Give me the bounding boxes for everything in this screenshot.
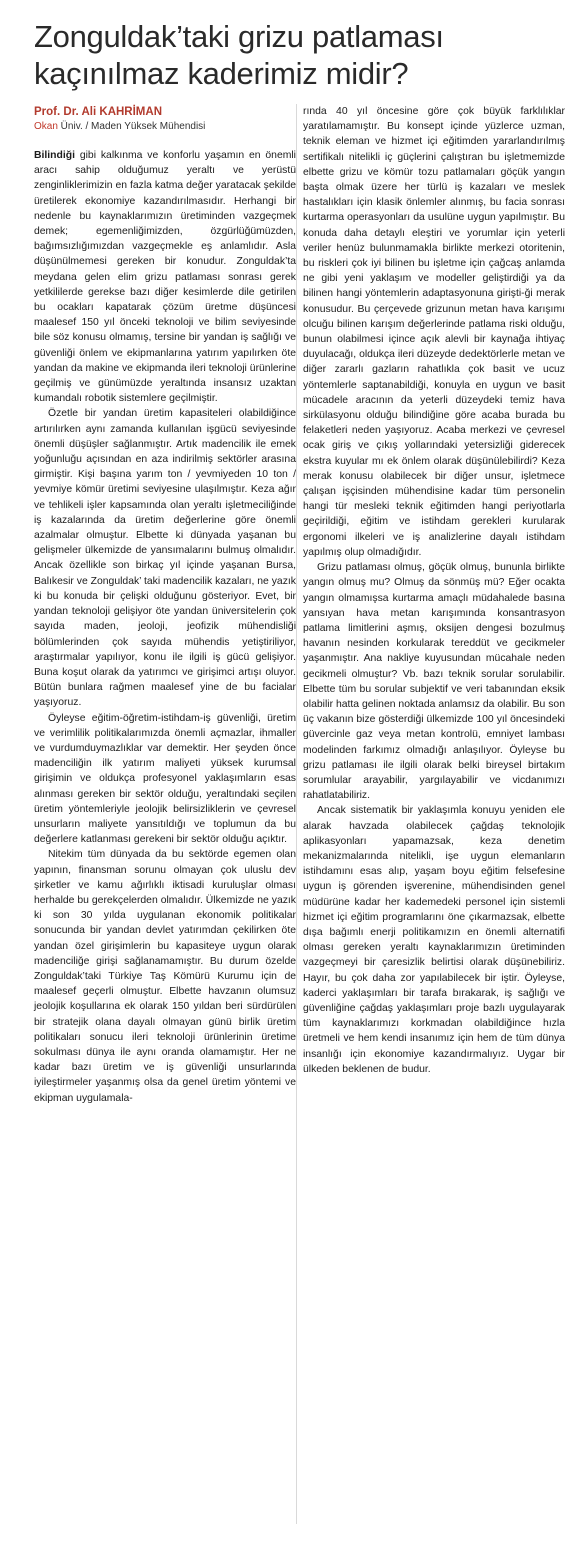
paragraph-text: gibi kalkınma ve konforlu yaşamın en önemli aracı sahip olduğumuz yeraltı ve yerüstü zenginliklerimizin en fazla katma değer yaratacak şekilde üretilerek ekonomiye kazandırılmasıdır. Herhangi bir nedenle bu kaynaklarımızın üretiminden vazgeçmek demek; egemenliğimizden, özgürlüğümüzden, bağımsızlığımızdan vazgeçmekle eş anlamlıdır. Asla düşünülmemesi gereken bir konudur. Zonguldak’ta meydana gelen elim grizu patlaması sonrası gerek yetkililerde gerekse bazı diğer kesimlerde dile getirilen bu ocakları kapatarak çözüm üretme düşüncesi maalesef 150 yıl önceki teknoloji ve bilim seviyesinde bile söz konusu olmamış, tersine bir yandan iş sağlığı ve güvenliği önlem ve ekipmanlarına yatırım yapılırken öte yandan da makine ve ekipmanda ileri teknoloji ürünlerine geçilmiş ve günümüzde yeraltında insansız uzaktan kumandalı robotik sistemlere geçilmiştir. [34, 150, 296, 405]
article-paragraph: Grizu patlaması olmuş, göçük olmuş, bununla birlikte yangın olmuş mu? Olmuş da sönmüş mü? Eğer ocakta yangın olmamışsa kurtarma amaçlı müdahalede basına yansıyan hava metan karışımında konsantrasyon patlama limitlerini aşmış, oksijen dengesi bozulmuş havanın nesinden korkularak tereddüt ve gecikmeler yaşanmıştır. Ana nakliye kuyusundan mücahale neden gecikmeli olmuştur? Vb. bazı teknik sorular sorulabilir. Elbette tüm bu sorular subjektif ve veri tabanından eksik olabilir hatta gelinen noktada anlamsız da olabilir. Bu son üç vakanın bize gösterdiği ülkemizde 100 yıl öncesindeki güvercinle gaz veya metan kontrolü, emniyet lambası modelinden farkımız olmadığı anlaşılıyor. Öyleyse bu grizu patlaması ile ilgili olarak belki bireysel birtakım sorumlular arayabilir, yargılayabilir ve vicdanımızı rahatlatabiliriz. [303, 562, 565, 802]
author-name: Prof. Dr. Ali KAHRİMAN [34, 106, 162, 118]
lead-word: Bilindiği [34, 150, 75, 161]
affiliation-brand: Okan [34, 121, 58, 132]
article-paragraph [34, 148, 296, 406]
article-headline [34, 18, 554, 92]
column-divider [296, 104, 297, 1524]
author-affiliation [34, 121, 205, 132]
article-column-left [34, 148, 296, 1106]
headline-line-1: Zonguldak’taki grizu patlaması [34, 19, 444, 54]
article-paragraph: Özetle bir yandan üretim kapasiteleri olabildiğince artırılırken aynı zamanda kullanılan işgücü seviyesinde önemli düşüşler sağlanmıştır. Artık madencilik ile emek yoğunluğu açısından en aza indirilmiş sektörler arasına girmiştir. Kişi başına yarım ton / yevmiyeden 10 ton / yevmiye kömür üretimi seviyesine ulaşılmıştır. Keza ağır ve tehlikeli işler kapsamında olan yeraltı işletmeciliğinde iş kazalarında da üretim değerlerine göre önemli azalmalar olmuştur. Elbette ki dünyada yaşanan bu gelişmeler ülkemizde de yansımalarını bulmuş olmalıdır. Ancak özellikle son birkaç yıl içinde yaşanan Bursa, Balıkesir ve Zonguldak’ taki madencilik kazaları, ne yazık ki bu konuda bir çelişki olduğunu gösteriyor. Evet, bir yandan teknoloji gelişiyor öte yandan üniversitelerin çok sayıda maden, jeoloji, jeofizik mühendisliği bölümlerinden çok sayıda mühendis yetiştiriliyor, araştırmalar yapılıyor, konu ile ilgili iş gücü gelişiyor. Buna koşut olarak da yatırımcı ve girişimci artışı oluyor. Bütün bunlara rağmen maalesef yine de bu facialar yaşıyoruz. [34, 408, 296, 709]
affiliation-rest: Üniv. / Maden Yüksek Mühendisi [57, 121, 206, 132]
article-paragraph: rında 40 yıl öncesine göre çok büyük farklılıklar yaratılamamıştır. Bu konsept içinde yüzlerce uzman, teknik eleman ve hizmet içi eğitimden yararlandırılmış sertifikalı nitelikli iç güçlerini çalıştıran bu işletmemizde elbette grizu ve kömür tozu patlamaları göçük yangın başta olmak üzere her türlü iş kazaları ve meslek hastalıkları için klasik önlemler alınmış, bu facia sonrası kurtarma operasyonları da usulüne uygun yapılmıştır. Bu konuda daha detaylı eleştiri ve yorumlar için yeterli veriler henüz bulunmamakla birlikte merkezi otoritenin, bu riskleri çok iyi bilinen bu işletme için çağcaş anlamda ne gibi yeni yaklaşım ve modeller geliştirdiği ya da bilinen hangi yöntemlerin adaptasyonuna girişti-ği merak konusudur. Bu çerçevede grizunun metan hava karışımı olcuğu bilinen karışım değerlerinde patlama riski olduğu, bunun olabilmesi içince açık alevli bir kaynağa ihtiyaç duyulacağı, oldukça ileri düzeyde dedektörlerle metan ve diğer zararlı gazların rahatlıkla çok basit ve ucuz yöntemlerle saptanabildiği, konuyla en uygun ve basit mücadele aracının da yeterli düzeydeki temiz hava sirkülasyonu olduğu bilindiğine göre acaba burada bu felaketleri neden yaşıyoruz. Acaba merkezi ve çevresel ocak giriş ve çıkış yollarındaki yetersizliği giderecek ekstra kuyular mı ek önlem olarak düşünülebilirdi? Keza merak konusu olabilecek bir diğer unsur, işletmece çalışan işçisinden mühendisine kadar tüm personelin hangi tür mesleki teknik eğitimden hangi periyotlarla geçirildiği, eğitim ve istihdam gerekleri kurularak ergonomi ilkeleri ve iş analizlerine dayalı istihdam yapılmış olup olmadığıdır. [303, 106, 565, 558]
article-column-right [303, 104, 565, 1077]
headline-line-2: kaçınılmaz kaderimiz midir? [34, 56, 409, 91]
article-paragraph: Ancak sistematik bir yaklaşımla konuyu yeniden ele alarak havzada olabilecek çağdaş teknolojik aplikasyonları yapamazsak, keza denetim mekanizmalarında nitelikli, işe uygun elemanların istihdamını esas alıp, yaşam boyu eğitim felsefesine uygun iş görenden işverenine, mühendisinden genel müdürüne kadar her kademedeki personel için sistemli hizmet içi eğitim programlarını öne çıkarmazsak, elbette dışa bağımlı enerji politikamızın en önemli alternatifi olması gereken yeraltı kaynaklarımızın üretiminden vazgeçmeyi bir çaresizlik belirtisi olarak düşünebiliriz. Hayır, bu çok daha zor yapılabilecek bir iştir. Öyleyse, kaderci yaklaşımları bir tarafa bırakarak, iş sağlığı ve güvenliğine çağdaş yaklaşımları proje bazlı uygulayarak tüm kaynaklarımızı korkmadan olabildiğince hızla üretmeli ve hem kendi insanımız için hem de tüm dünya insanlığı için ekonomiye kazandırmalıyız. Uygar bir ülkeden beklenen de budur. [303, 805, 565, 1075]
article-paragraph: Öyleyse eğitim-öğretim-istihdam-iş güvenliği, üretim ve verimlilik politikalarımızda önemli açmazlar, ihmaller ve vurdumduymazlıklar var demektir. Her şeyden önce madenciliğin ilk yatırım maliyeti yüksek kurumsal girişimin ve oldukça profesyonel yaklaşımların esas alınması gereken bir sektör olduğu, yeraltındaki seçilen üretim yöntemleriyle jeolojik belirsizliklerin ve çevresel unsurların maliyete yansıtıldığı ve toplumun da bu değerlere katlanması gerekeni bir sektör olduğu açıktır. [34, 712, 296, 846]
article-paragraph: Nitekim tüm dünyada da bu sektörde egemen olan yapının, finansman sorunu olmayan çok uluslu dev şirketler ve kamu ağırlıklı iktisadi kuruluşlar olması herhalde bu gerekçelerden olmalıdır. Ülkemizde ne yazık ki son 30 yılda uygulanan ekonomik politikalar sonucunda bir yandan devlet yatırımdan çekilirken öte yandan özel girişimlerin bu kapasiteye uygun olarak madenciliğe girişi sağlanamamıştır. Bu durum özelde Zonguldak’taki Türkiye Taş Kömürü Kurumu için de maalesef geçerli olmuştur. Elbette havzanın olumsuz jeolojik koşullarına ek olarak 150 yıldan beri sürdürülen bir stratejik olana dayalı olmayan günü birlik üretim politikaları sonucu ileri teknoloji ürünlerinin üretime sokulması dünya ile aynı oranda olamamıştır. Her ne kadar bazı üretim ve iş güvenliği unsurlarında iyileştirmeler yaşanmış olsa da genel üretim yöntemi ve ekipman uygulamala- [34, 849, 296, 1104]
